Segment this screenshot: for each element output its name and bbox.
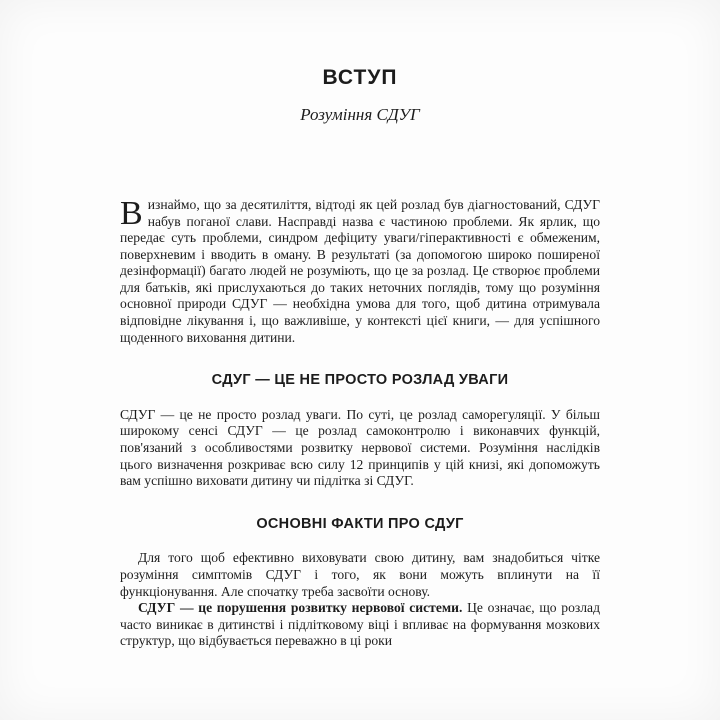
neurodevelopment-text: Це означає, що розлад часто виникає в дитинстві і підлітковому віці і впливає на формування мозкових структур, що відбувається переважно в ці роки — [120, 600, 600, 649]
section-heading-not-just-attention: СДУГ — ЦЕ НЕ ПРОСТО РОЗЛАД УВАГИ — [211, 372, 509, 389]
chapter-subtitle: Розуміння СДУГ — [300, 105, 420, 124]
neurodevelopment-bold-lead: СДУГ — це порушення розвитку нервової системи. — [138, 600, 463, 616]
section-heading-key-facts: ОСНОВНІ ФАКТИ ПРО СДУГ — [256, 515, 464, 532]
paragraph-key-facts-intro: Для того щоб ефективно виховувати свою дитину, вам знадобиться чітке розуміння симптомів СДУГ і того, як вони можуть вплинути на її функціонування. Але спочатку треба засвоїти основу. — [120, 550, 600, 599]
intro-paragraph — [120, 197, 600, 346]
body-text-block — [120, 197, 600, 650]
paragraph-neurodevelopment — [120, 600, 600, 650]
intro-paragraph-text: изнаймо, що за десятиліття, відтоді як цей розлад був діагностований, СДУГ набув поганої слави. Насправді назва є частиною проблеми. Як ярлик, що передає суть проблеми, синдром дефіциту уваги/гіперактивності є обмеженим, поверхневим і вводить в оману. В результаті (за допомогою широко поширеної дезінформації) багато людей не розуміють, що це за розлад. Це створює проблеми для батьків, які прислухаються до таких неточних поглядів, тому що розуміння основної природи СДУГ — необхідна умова для того, щоб дитина отримувала відповідне лікування і, що важливіше, у контексті цієї книги, — для успішного щоденного виховання дитини. — [120, 197, 600, 345]
dropcap-letter: В — [120, 195, 143, 232]
chapter-title: ВСТУП — [322, 66, 398, 89]
paragraph-self-regulation: СДУГ — це не просто розлад уваги. По суті, це розлад саморегуляції. У більш широкому сенсі СДУГ — це розлад самоконтролю і виконавчих функцій, пов'язаний з особливостями розвитку нервової системи. Розуміння наслідків цього визначення розкриває всю силу 12 принципів у цій книзі, які допоможуть вам успішно виховати дитину чи підлітка зі СДУГ. — [120, 406, 600, 489]
page-content — [120, 0, 600, 650]
